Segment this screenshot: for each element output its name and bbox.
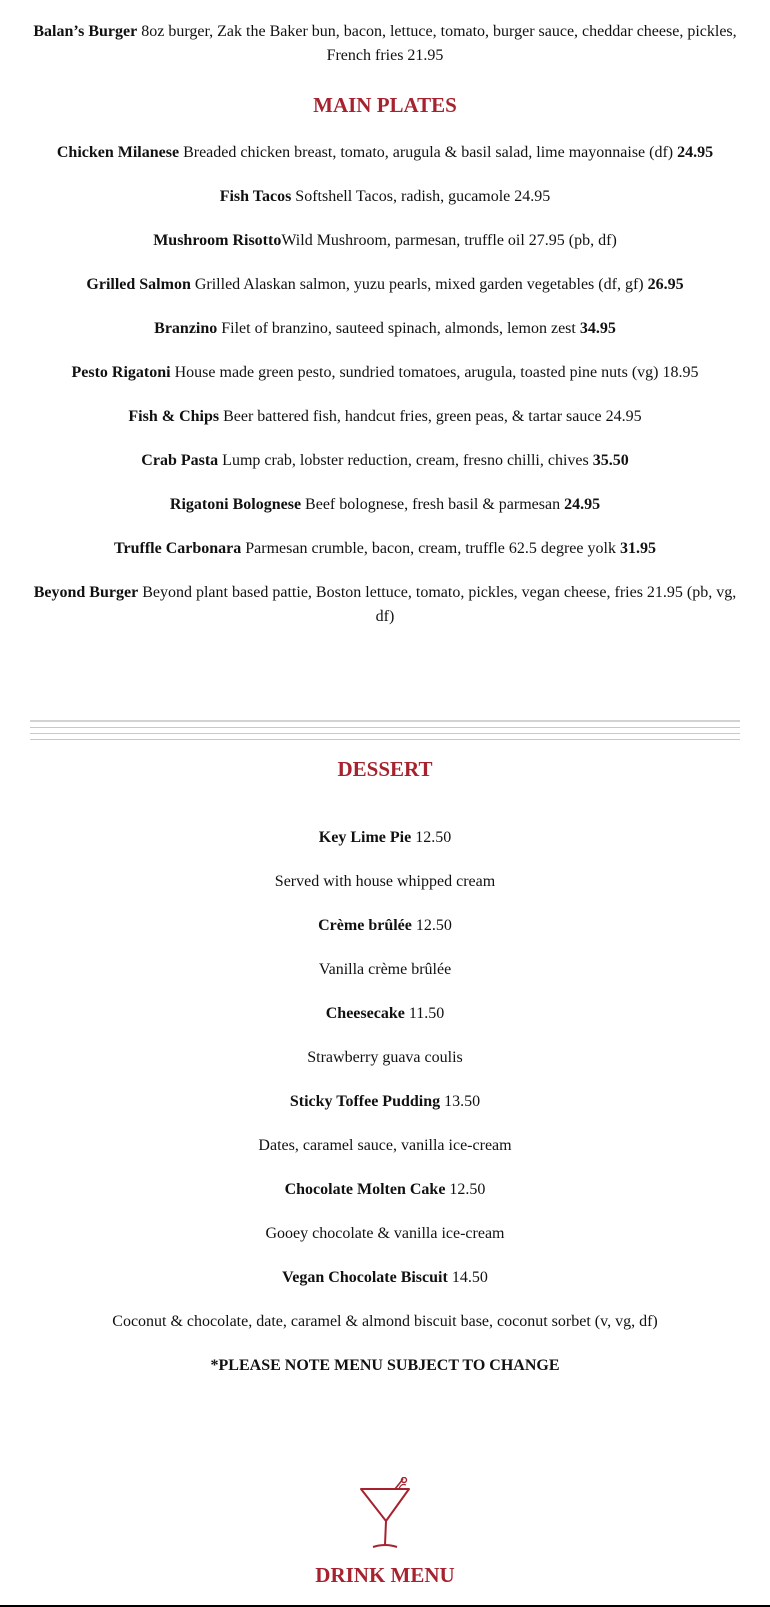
item-name: Truffle Carbonara bbox=[114, 540, 242, 557]
dessert-item bbox=[30, 826, 740, 850]
item-name: Sticky Toffee Pudding bbox=[289, 1093, 441, 1110]
item-description: Grilled Alaskan salmon, yuzu pearls, mixed garden vegetables (df, gf) bbox=[190, 276, 648, 293]
menu-item bbox=[30, 581, 740, 629]
item-description: Softshell Tacos, radish, gucamole 24.95 bbox=[291, 188, 551, 205]
dessert-description: Strawberry guava coulis bbox=[307, 1049, 463, 1066]
menu-item bbox=[30, 449, 740, 473]
item-price: 34.95 bbox=[579, 320, 616, 337]
item-price: 24.95 bbox=[564, 496, 601, 513]
item-name: Pesto Rigatoni bbox=[71, 364, 171, 381]
item-name: Vegan Chocolate Biscuit bbox=[282, 1269, 448, 1286]
item-name: Beyond Burger bbox=[33, 584, 139, 601]
item-name: Grilled Salmon bbox=[86, 276, 191, 293]
item-price: 13.50 bbox=[440, 1093, 481, 1110]
dessert-description: Dates, caramel sauce, vanilla ice-cream bbox=[258, 1137, 512, 1154]
menu-change-note: *PLEASE NOTE MENU SUBJECT TO CHANGE bbox=[210, 1357, 560, 1374]
dessert-item bbox=[30, 914, 740, 938]
item-price: 31.95 bbox=[619, 540, 656, 557]
item-name: Key Lime Pie bbox=[318, 829, 412, 846]
dessert-item bbox=[30, 1002, 740, 1026]
drink-menu-heading: DRINK MENU bbox=[315, 1563, 455, 1587]
item-name: Rigatoni Bolognese bbox=[169, 496, 302, 513]
item-price: 12.50 bbox=[411, 829, 452, 846]
item-name: Chicken Milanese bbox=[56, 144, 180, 161]
dessert-item bbox=[30, 1178, 740, 1202]
dessert-item bbox=[30, 1090, 740, 1114]
dessert-description: Served with house whipped cream bbox=[274, 873, 496, 890]
item-price: 11.50 bbox=[404, 1005, 445, 1022]
cocktail-glass-icon bbox=[359, 1477, 413, 1549]
item-price: 35.50 bbox=[592, 452, 629, 469]
menu-item bbox=[30, 405, 740, 429]
menu-item-balans-burger bbox=[30, 20, 740, 68]
menu-item bbox=[30, 141, 740, 165]
section-divider bbox=[30, 720, 740, 745]
item-name: Cheesecake bbox=[325, 1005, 405, 1022]
menu-item bbox=[30, 185, 740, 209]
menu-item bbox=[30, 317, 740, 341]
item-description: Beyond plant based pattie, Boston lettuce, tomato, pickles, vegan cheese, fries 21.95 (pb, vg, df) bbox=[138, 584, 737, 625]
item-price: 14.50 bbox=[447, 1269, 488, 1286]
divider-line bbox=[30, 727, 740, 728]
item-description: 8oz burger, Zak the Baker bun, bacon, lettuce, tomato, burger sauce, cheddar cheese, pickles, French fries 21.95 bbox=[137, 23, 737, 64]
item-name: Fish Tacos bbox=[219, 188, 292, 205]
item-description: Beer battered fish, handcut fries, green peas, & tartar sauce 24.95 bbox=[219, 408, 642, 425]
item-price: 12.50 bbox=[445, 1181, 486, 1198]
menu-item bbox=[30, 273, 740, 297]
main-plates-heading: MAIN PLATES bbox=[313, 93, 457, 117]
divider-line bbox=[30, 733, 740, 734]
divider-line bbox=[30, 739, 740, 740]
item-price: 26.95 bbox=[647, 276, 684, 293]
item-description: Wild Mushroom, parmesan, truffle oil 27.95 (pb, df) bbox=[281, 232, 617, 249]
item-name: Crème brûlée bbox=[318, 917, 412, 934]
dessert-description: Vanilla crème brûlée bbox=[318, 961, 452, 978]
item-description: Breaded chicken breast, tomato, arugula & basil salad, lime mayonnaise (df) bbox=[179, 144, 678, 161]
item-name: Mushroom Risotto bbox=[153, 232, 282, 249]
dessert-description: Coconut & chocolate, date, caramel & almond biscuit base, coconut sorbet (v, vg, df) bbox=[112, 1313, 658, 1330]
item-name: Chocolate Molten Cake bbox=[284, 1181, 446, 1198]
item-description: Lump crab, lobster reduction, cream, fresno chilli, chives bbox=[218, 452, 593, 469]
item-description: House made green pesto, sundried tomatoes, arugula, toasted pine nuts (vg) 18.95 bbox=[170, 364, 699, 381]
menu-item bbox=[30, 537, 740, 561]
dessert-item bbox=[30, 1266, 740, 1290]
menu-item bbox=[30, 361, 740, 385]
divider-line bbox=[30, 720, 740, 722]
menu-item bbox=[30, 229, 740, 253]
menu-item bbox=[30, 493, 740, 517]
item-price: 24.95 bbox=[677, 144, 714, 161]
item-price: 12.50 bbox=[411, 917, 452, 934]
item-description: Parmesan crumble, bacon, cream, truffle 62.5 degree yolk bbox=[241, 540, 620, 557]
item-description: Beef bolognese, fresh basil & parmesan bbox=[301, 496, 565, 513]
item-name: Balan’s Burger bbox=[33, 23, 138, 40]
item-name: Fish & Chips bbox=[128, 408, 220, 425]
item-name: Branzino bbox=[154, 320, 218, 337]
item-description: Filet of branzino, sauteed spinach, almonds, lemon zest bbox=[217, 320, 580, 337]
item-name: Crab Pasta bbox=[141, 452, 219, 469]
dessert-heading: DESSERT bbox=[337, 757, 433, 781]
dessert-description: Gooey chocolate & vanilla ice-cream bbox=[265, 1225, 505, 1242]
